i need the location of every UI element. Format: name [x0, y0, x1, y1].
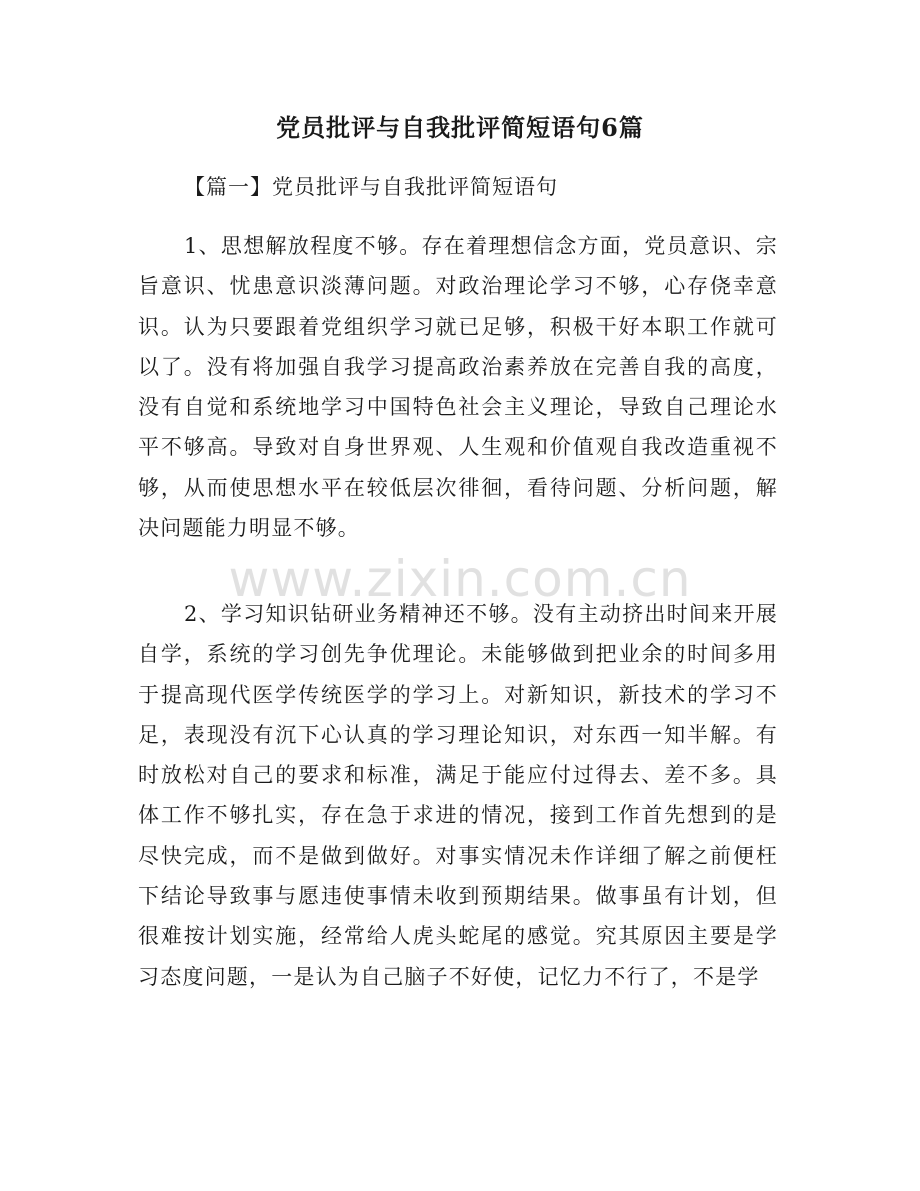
paragraph-1: 1、思想解放程度不够。存在着理想信念方面，党员意识、宗旨意识、忧患意识淡薄问题。对政治理论学习不够，心存侥幸意识。认为只要跟着党组织学习就已足够，积极干好本职工作就可以了。没有将加强自我学习提高政治素养放在完善自我的高度，没有自觉和系统地学习中国特色社会主义理论，导致自己理论水平不够高。导致对自身世界观、人生观和价值观自我改造重视不够，从而使思想水平在较低层次徘徊，看待问题、分析问题，解决问题能力明显不够。	[138, 234, 778, 541]
watermark: www.zixin.com.cn	[228, 550, 692, 608]
document-title: 党员批评与自我批评简短语句6篇	[276, 113, 644, 142]
paragraph-2: 2、学习知识钻研业务精神还不够。没有主动挤出时间来开展自学，系统的学习创先争优理论。未能够做到把业余的时间多用于提高现代医学传统医学的学习上。对新知识，新技术的学习不足，表现没有沉下心认真的学习理论知识，对东西一知半解。有时放松对自己的要求和标准，满足于能应付过得去、差不多。具体工作不够扎实，存在急于求进的情况，接到工作首先想到的是尽快完成，而不是做到做好。对事实情况未作详细了解之前便枉下结论导致事与愿违使事情未收到预期结果。做事虽有计划，但很难按计划实施，经常给人虎头蛇尾的感觉。究其原因主要是学习态度问题，一是认为自己脑子不好使，记忆力不行了，不是学	[138, 602, 778, 989]
section-heading: 【篇一】党员批评与自我批评简短语句	[184, 175, 558, 199]
